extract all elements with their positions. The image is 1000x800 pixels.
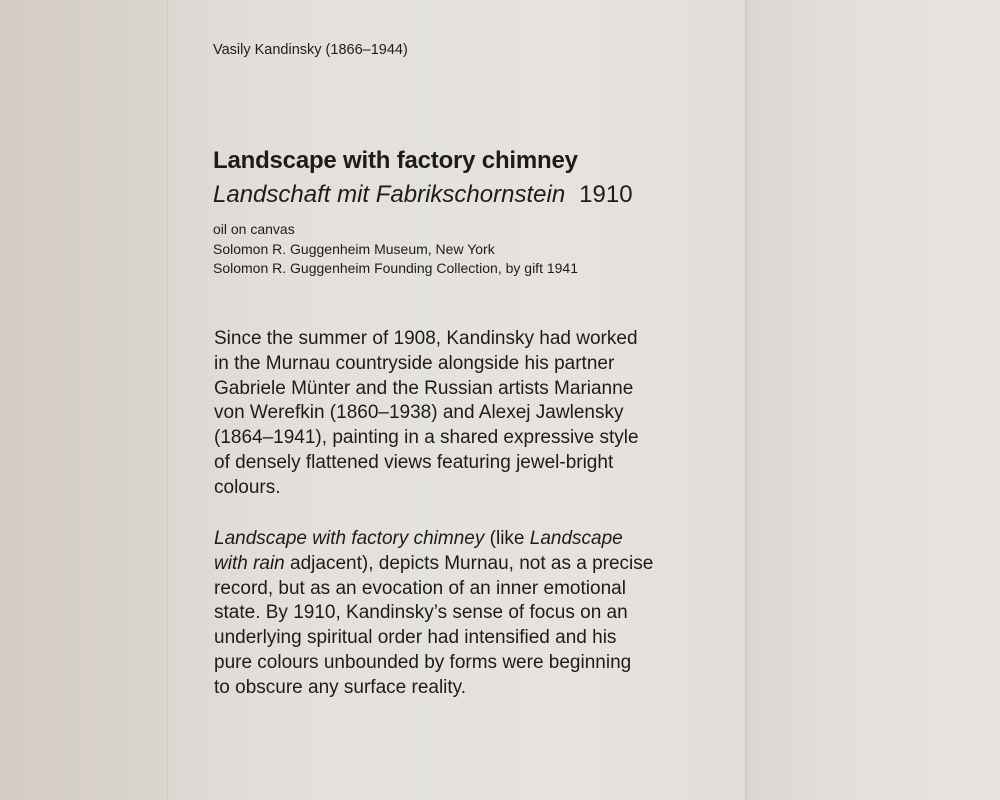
description-paragraph-2 bbox=[214, 527, 653, 701]
paragraph-line: record, but as an evocation of an inner emotional bbox=[214, 577, 626, 599]
paragraph-line: state. By 1910, Kandinsky’s sense of focus on an bbox=[214, 602, 628, 624]
description-paragraph-1 bbox=[214, 327, 639, 501]
artwork-medium: oil on canvas bbox=[213, 221, 295, 237]
italic-title: with rain bbox=[214, 552, 285, 574]
paragraph-text: adjacent), depicts Murnau, not as a precise bbox=[284, 552, 654, 574]
artwork-year: 1910 bbox=[579, 181, 633, 208]
artwork-title: Landscape with factory chimney bbox=[213, 147, 578, 174]
artist-name: Vasily Kandinsky (1866–1944) bbox=[213, 42, 408, 58]
wall-right bbox=[745, 0, 1000, 800]
artwork-original-title: Landschaft mit Fabrikschornstein bbox=[213, 181, 566, 208]
italic-title: Landscape bbox=[529, 528, 623, 549]
paragraph-line: von Werefkin (1860–1938) and Alexej Jawlensky bbox=[214, 402, 624, 424]
italic-title: Landscape with factory chimney bbox=[214, 528, 485, 549]
paragraph-text: (like bbox=[484, 528, 530, 549]
artwork-original-title-line bbox=[213, 181, 633, 209]
artwork-collection: Solomon R. Guggenheim Museum, New York bbox=[213, 240, 495, 257]
paragraph-line: to obscure any surface reality. bbox=[214, 676, 467, 698]
paragraph-line: (1864–1941), painting in a shared expressive style bbox=[214, 427, 639, 449]
paragraph-line: pure colours unbounded by forms were beginning bbox=[214, 651, 632, 673]
artwork-credit: Solomon R. Guggenheim Founding Collection, by gift 1941 bbox=[213, 260, 578, 276]
paragraph-line: Gabriele Münter and the Russian artists Marianne bbox=[214, 377, 634, 399]
wall-left bbox=[0, 0, 168, 800]
paragraph-line: of densely flattened views featuring jewel-bright bbox=[214, 451, 614, 473]
paragraph-line: in the Murnau countryside alongside his partner bbox=[214, 352, 615, 374]
artwork-details bbox=[213, 220, 578, 279]
paragraph-line: Since the summer of 1908, Kandinsky had worked bbox=[214, 328, 638, 349]
paragraph-line: underlying spiritual order had intensified and his bbox=[214, 627, 617, 649]
paragraph-line bbox=[214, 527, 653, 552]
paragraph-line: colours. bbox=[214, 476, 281, 498]
paragraph-line bbox=[214, 552, 653, 577]
